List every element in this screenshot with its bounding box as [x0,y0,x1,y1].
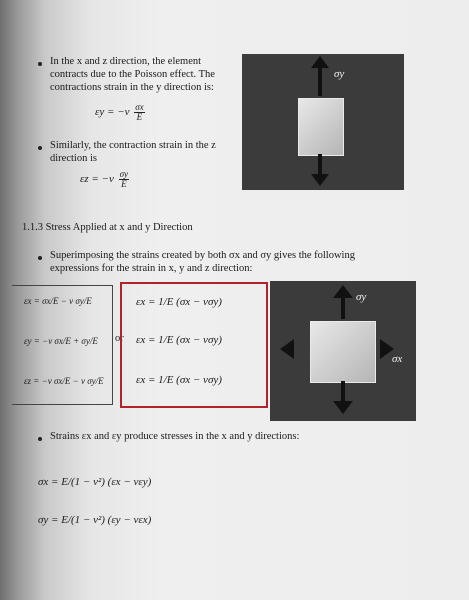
element-cube [298,98,344,156]
or-label: or [115,333,124,344]
equation-epsilon-z: εz = −ν $\frac{\sigma y}{E}$ [80,169,129,189]
arrowhead-down-icon [333,401,353,414]
arrow-up-icon [341,297,345,319]
sigma-y-label: σy [334,68,345,80]
paragraph-strains-produce-stresses: Strains εx and εy produce stresses in the x and y directions: [50,431,300,442]
bullet [38,62,42,66]
bullet [38,256,42,260]
arrow-left-icon [280,339,294,359]
paragraph-superimpose: Superimposing the strains created by both σx and σy gives the following expressions for the strain in x, y and z direction: [50,250,355,274]
sigma-x-label: σx [392,353,403,365]
equation-line: εx = 1/E (σx − νσy) [136,374,222,386]
arrowhead-up-icon [311,56,329,68]
arrowhead-down-icon [311,174,329,186]
bullet [38,146,42,150]
equation-line: εx = σx/E − ν σy/E [24,296,92,306]
figure-biaxial-stress [270,281,416,421]
element-cube [310,321,376,383]
equation-line: εx = 1/E (σx − νσy) [136,334,222,346]
left-equation-box [12,285,113,405]
figure-uniaxial-stress [242,54,404,190]
equation-epsilon-y: εy = −ν $\frac{\sigma x}{E}$ [95,102,144,122]
equation-sigma-x: σx = E/(1 − ν²) (εx − νεy) [38,476,152,488]
equation-line: εx = 1/E (σx − νσy) [136,296,222,308]
paragraph-contraction-z: Similarly, the contraction strain in the z direction is [50,140,216,164]
arrow-down-icon [341,381,345,403]
paragraph-poisson-xz: In the x and z direction, the element contracts due to the Poisson effect. The contractions strain in the y direction is: [50,56,215,93]
sigma-y-label: σy [356,291,367,303]
equation-line: εy = −ν σx/E + σy/E [24,336,98,346]
equation-sigma-y: σy = E/(1 − ν²) (εy − νεx) [38,514,152,526]
highlighted-equation-box [120,282,268,408]
equation-line: εz = −ν σx/E − ν σy/E [24,376,104,386]
bullet [38,437,42,441]
arrow-down-icon [318,154,322,176]
section-heading: 1.1.3 Stress Applied at x and y Direction [22,222,193,233]
